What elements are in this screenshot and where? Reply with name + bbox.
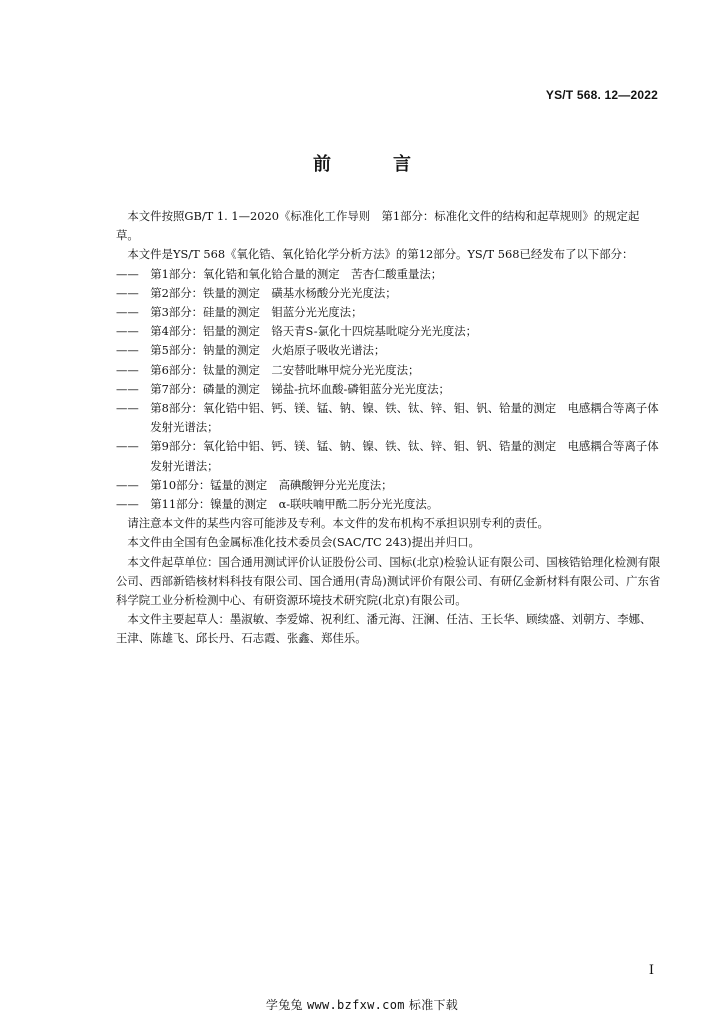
list-item-text: 第10部分：锰量的测定 高碘酸钾分光光度法；: [150, 477, 393, 492]
dash: ——: [116, 477, 139, 492]
drafting-units: 本文件起草单位：国合通用测试评价认证股份公司、国标(北京)检验认证有限公司、国核锆铪理化检测有限公司、西部新锆核材料科技有限公司、国合通用(青岛)测试评价有限公司、有研亿金新材料有限公司、广东省科学院工业分析检测中心、有研资源环境技术研究院(北京)有限公司。: [116, 554, 661, 608]
list-item-text: 第1部分：氧化锆和氧化铪合量的测定 苦杏仁酸重量法；: [150, 266, 443, 281]
footer-site-name: 学兔兔: [265, 998, 303, 1012]
list-item-text: 第3部分：硅量的测定 钼蓝分光光度法；: [150, 305, 363, 320]
list-item: [116, 495, 662, 514]
intro-paragraph-2: 本文件是YS/T 568《氧化锆、氧化铪化学分析方法》的第12部分。YS/T 568已经发布了以下部分：: [127, 247, 634, 262]
dash: ——: [116, 401, 139, 416]
footer-url: www.bzfxw.com: [306, 998, 405, 1012]
list-item: [116, 476, 662, 495]
list-item: [116, 322, 662, 341]
dash: ——: [116, 285, 139, 300]
list-item-text: 第6部分：钛量的测定 二安替吡啉甲烷分光光度法；: [150, 362, 420, 377]
page-title: 前 言: [313, 154, 433, 175]
list-item-text: 第2部分：铁量的测定 磺基水杨酸分光光度法；: [150, 285, 397, 300]
intro-paragraph-1: 本文件按照GB/T 1. 1—2020《标准化工作导则 第1部分：标准化文件的结构和起草规则》的规定起草。: [116, 209, 640, 243]
drafters: 本文件主要起草人：墨淑敏、李爱嫦、祝利红、潘元海、汪澜、任洁、王长华、顾续盛、刘朝方、李娜、王津、陈雄飞、邱长丹、石志霞、张鑫、郑佳乐。: [116, 612, 652, 646]
dash: ——: [116, 381, 139, 396]
parts-list: [116, 265, 662, 515]
list-item: [116, 284, 662, 303]
foreword-body: [116, 207, 662, 649]
patent-notice: 请注意本文件的某些内容可能涉及专利。本文件的发布机构不承担识别专利的责任。: [127, 516, 549, 531]
dash: ——: [116, 305, 139, 320]
list-item: [116, 399, 662, 437]
list-item-text: 第9部分：氧化铪中铝、钙、镁、锰、钠、镍、铁、钛、锌、钼、钒、锆量的测定 电感耦合等离子体发射光谱法；: [150, 439, 659, 473]
list-item-text: 第5部分：钠量的测定 火焰原子吸收光谱法；: [150, 343, 386, 358]
list-item: [116, 380, 662, 399]
list-item-text: 第8部分：氧化锆中铝、钙、镁、锰、钠、镍、铁、钛、锌、钼、钒、铪量的测定 电感耦合等离子体发射光谱法；: [150, 401, 659, 435]
list-item: [116, 303, 662, 322]
dash: ——: [116, 362, 139, 377]
list-item-text: 第4部分：铝量的测定 铬天青S-氯化十四烷基吡啶分光光度法；: [150, 324, 478, 339]
list-item: [116, 361, 662, 380]
dash: ——: [116, 324, 139, 339]
dash: ——: [116, 266, 139, 281]
list-item: [116, 265, 662, 284]
dash: ——: [116, 439, 139, 454]
document-code: YS/T 568. 12—2022: [545, 88, 658, 102]
dash: ——: [116, 343, 139, 358]
list-item-text: 第11部分：镍量的测定 α-联呋喃甲酰二肟分光光度法。: [150, 497, 439, 512]
list-item-text: 第7部分：磷量的测定 锑盐-抗坏血酸-磷钼蓝分光光度法；: [150, 381, 450, 396]
footer-watermark: [0, 996, 724, 1013]
list-item: [116, 341, 662, 360]
page-number: I: [648, 963, 654, 978]
footer-tagline: 标准下载: [408, 998, 459, 1012]
proposer-statement: 本文件由全国有色金属标准化技术委员会(SAC/TC 243)提出并归口。: [127, 535, 480, 550]
list-item: [116, 437, 662, 475]
dash: ——: [116, 497, 139, 512]
